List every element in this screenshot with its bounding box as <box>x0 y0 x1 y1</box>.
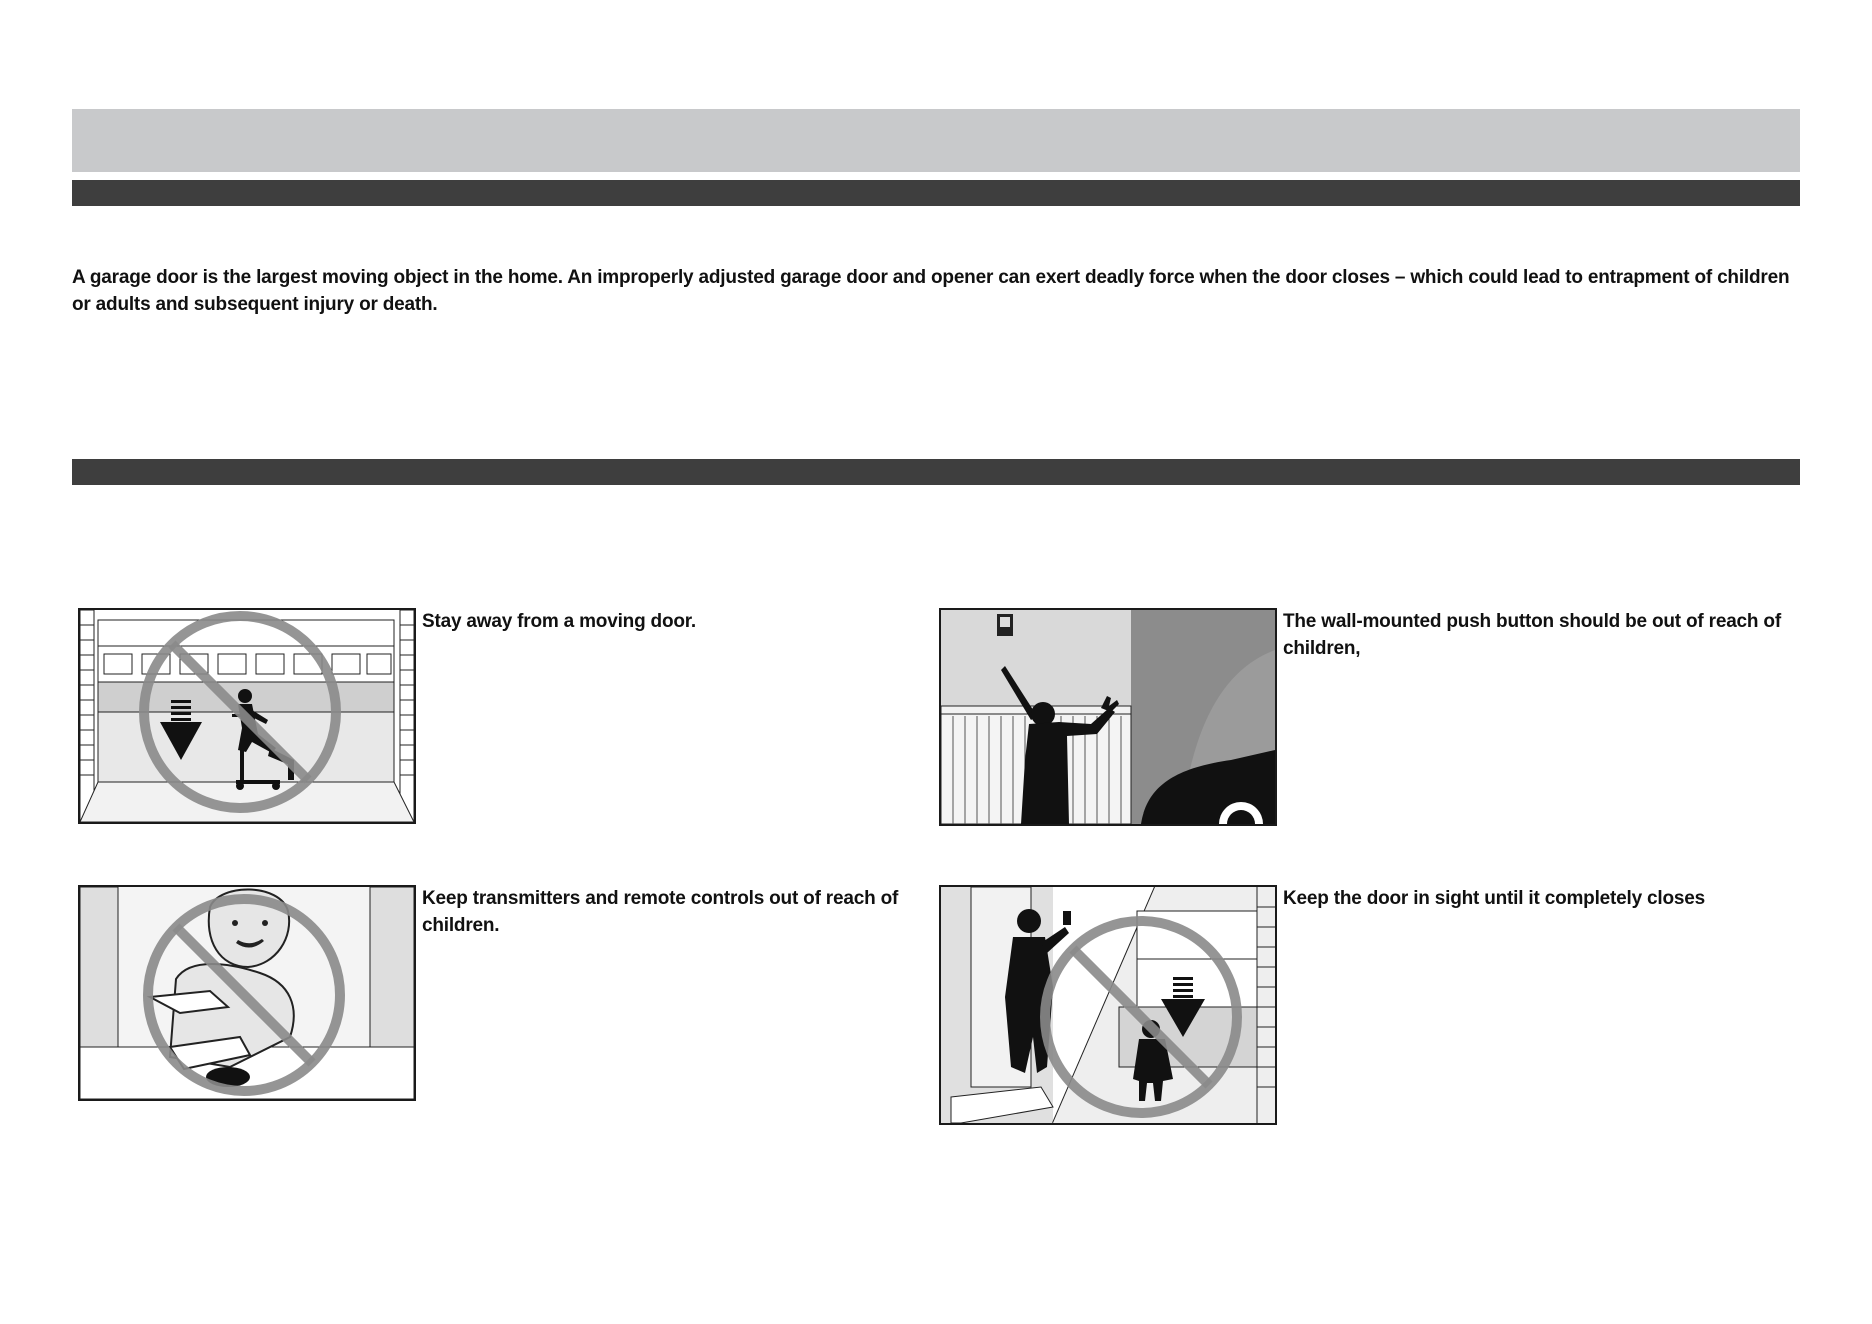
section-bar-safety <box>72 459 1800 485</box>
illustration-push-button <box>939 608 1277 826</box>
illustration-moving-door <box>78 608 416 824</box>
caption-transmitters: Keep transmitters and remote controls out of reach of children. <box>422 888 899 936</box>
illustration-transmitters <box>78 885 416 1101</box>
section-bar-warning <box>72 180 1800 206</box>
illustration-door-in-sight <box>939 885 1277 1125</box>
caption-push-button: The wall-mounted push button should be out of reach of children, <box>1283 611 1781 659</box>
caption-moving-door: Stay away from a moving door. <box>422 611 696 632</box>
caption-door-in-sight: Keep the door in sight until it completely closes <box>1283 888 1705 909</box>
intro-paragraph: A garage door is the largest moving object in the home. An improperly adjusted garage door and opener can exert deadly force when the door closes – which could lead to entrapment of children or adults and subsequent injury or death. <box>72 267 1790 315</box>
header-band <box>72 109 1800 172</box>
